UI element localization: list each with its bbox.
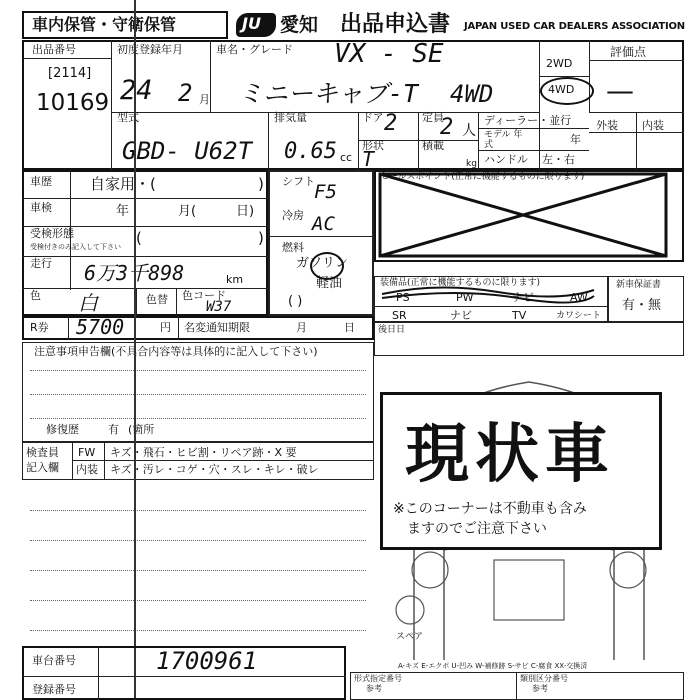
- dealer-handle-options: 左・右: [542, 153, 575, 166]
- equipment-aw: AW: [570, 291, 588, 304]
- equipment-pw: PW: [456, 291, 474, 304]
- dealer-handle: ハンドル: [484, 153, 528, 166]
- recycle-value: 5700: [76, 315, 125, 339]
- mileage-unit: km: [226, 273, 244, 286]
- transfer-day: 日: [344, 321, 355, 334]
- repair-label: 修復歴: [46, 423, 79, 436]
- usage-value: 自家用・(: [90, 175, 156, 193]
- genjo-stamp: [380, 392, 662, 550]
- shift-label: シフト: [282, 175, 315, 188]
- inspector-fw-items: キズ・飛石・ヒビ割・リペア跡・X 要: [110, 446, 297, 459]
- capacity-unit: 人: [462, 123, 476, 139]
- inspection-month: 月(: [178, 204, 197, 219]
- color-value: 白: [78, 291, 98, 315]
- mileage-label: 走行: [30, 257, 52, 270]
- genjo-note: [393, 499, 587, 539]
- equipment-navi: ナビ: [450, 309, 472, 322]
- fuel-paren: ( ): [288, 294, 303, 309]
- repair-value: 有: [108, 423, 119, 436]
- form-title: 出品申込書: [340, 12, 451, 37]
- inspector-label-1: 検査員: [26, 446, 59, 459]
- color-code: W37: [206, 299, 232, 315]
- warranty-label: 新車保証書: [616, 280, 662, 290]
- recycle-unit: 円: [160, 321, 171, 334]
- reception-open: (: [136, 229, 142, 247]
- aircon-label: 冷房: [282, 209, 304, 222]
- brand-name: 愛知: [280, 14, 319, 36]
- drive-option-4wd: 4WD: [548, 83, 575, 96]
- doors-label: ドア: [362, 111, 384, 124]
- warranty-options: 有・無: [622, 298, 662, 313]
- capacity-value: 2: [440, 115, 454, 140]
- usage-close: ): [258, 175, 264, 193]
- capacity-label: 定員: [422, 111, 444, 124]
- storage-label: 車内保管・守衛保管: [32, 15, 177, 34]
- registration-month-unit: 月: [199, 93, 210, 106]
- equipment-label: 装備品(正常に機能するものに限ります): [380, 278, 541, 288]
- transfer-month: 月: [296, 321, 307, 334]
- inspector-fw: FW: [78, 446, 96, 459]
- type-label: 型式: [117, 111, 139, 124]
- model-grade: VX - SE: [334, 39, 444, 69]
- model-drive: 4WD: [450, 80, 494, 108]
- evaluation-exterior: 外装: [596, 119, 618, 132]
- aircon-value: AC: [312, 213, 335, 235]
- selling-point-strike: [378, 172, 668, 258]
- dealer-year-unit: 年: [570, 133, 581, 146]
- scan-line: [134, 0, 136, 700]
- genjo-note-line-1: ※このコーナーは不動車も含み: [393, 501, 587, 517]
- selling-point-label: セールスポイント(正常に機能するものに限ります): [380, 172, 585, 182]
- equipment-ps: PS: [396, 291, 410, 304]
- logo-mark: JU: [242, 14, 261, 33]
- load-unit: kg: [466, 159, 477, 169]
- dealer-parallel: ディーラー・並行: [484, 114, 572, 127]
- evaluation-value: —: [606, 74, 634, 107]
- paint-label: 色替: [146, 293, 168, 306]
- lot-number: 10169: [36, 90, 110, 116]
- model-name-label: 車名・グレード: [216, 43, 293, 56]
- body-shape-value: T: [362, 147, 375, 171]
- evaluation-interior: 内装: [642, 119, 664, 132]
- inspector-interior: 内装: [76, 463, 98, 476]
- reception-note: 受検付きのみ記入して下さい: [30, 243, 121, 251]
- after-date-label: 後日日: [378, 325, 406, 335]
- reception-label: 受検形態: [30, 227, 74, 240]
- transfer-label: 名変通知期限: [184, 321, 250, 334]
- type-value: GBD- U62T: [122, 137, 253, 165]
- mileage-value: 6万3千898: [84, 261, 185, 285]
- footer-class-label: 類別区分番号: [520, 674, 568, 683]
- recycle-label: R券: [30, 321, 49, 334]
- chassis-value: 1700961: [156, 647, 258, 675]
- genjo-title: 現状車: [405, 418, 615, 492]
- equipment-strike: [378, 280, 598, 304]
- chassis-label: 車台番号: [32, 654, 76, 667]
- usage-label: 車歴: [30, 175, 52, 188]
- dealer-model-year: モデル 年式: [484, 130, 523, 150]
- inspection-year: 年: [116, 204, 130, 219]
- registration-year: 24: [120, 75, 153, 106]
- after-date-box: [374, 322, 684, 356]
- equipment-tv: TV: [512, 309, 527, 322]
- inspector-label-2: 記入欄: [26, 461, 59, 474]
- lot-sub-number: [2114]: [48, 66, 92, 81]
- fuel-label: 燃料: [282, 241, 304, 254]
- fuel-gasoline: ガソリン: [296, 256, 349, 271]
- equipment-kawa-seat: カワシート: [556, 311, 602, 321]
- model-name: ミニーキャブ-T: [238, 79, 419, 108]
- reception-close: ): [258, 229, 264, 247]
- evaluation-label: 評価点: [610, 45, 647, 59]
- registration-label: 初度登録年月: [117, 43, 183, 56]
- inspection-label: 車検: [30, 201, 52, 214]
- footer-ref2-label: 参考: [532, 684, 548, 693]
- drive-circle-mark: [540, 77, 594, 105]
- inspector-interior-items: キズ・汚レ・コゲ・穴・スレ・キレ・破レ: [110, 463, 319, 476]
- equipment-sr: SR: [392, 309, 407, 322]
- association-name: JAPAN USED CAR DEALERS ASSOCIATION: [464, 21, 685, 32]
- displacement-label: 排気量: [274, 111, 307, 124]
- inspection-day: 日): [236, 204, 255, 219]
- footer-ref-label: 参考: [366, 684, 382, 693]
- displacement-value: 0.65: [284, 139, 337, 164]
- registration-month: 2: [178, 79, 193, 107]
- shift-value: F5: [314, 181, 337, 203]
- repair-detail: (箇所: [128, 423, 155, 436]
- displacement-unit: cc: [340, 151, 353, 164]
- drive-option-2wd: 2WD: [546, 57, 573, 70]
- spare-label: スペア: [396, 632, 424, 642]
- plate-label: 登録番号: [32, 683, 76, 696]
- doors-value: 2: [384, 111, 398, 136]
- load-label: 積載: [422, 139, 444, 152]
- equipment-navi-top: ナビ: [512, 291, 534, 304]
- fuel-light-oil: 軽油: [316, 276, 343, 291]
- body-shape-label: 形状: [362, 139, 384, 152]
- diagram-legend: A-キズ E-エクボ U-凹み W-補修跡 S-サビ C-腐食 XX-交換済: [398, 662, 588, 670]
- lot-label: 出品番号: [32, 43, 76, 56]
- genjo-note-line-2: ますのでご注意下さい: [407, 521, 547, 537]
- notes-label: 注意事項申告欄(不具合内容等は具体的に記入して下さい): [34, 345, 318, 358]
- color-code-label: 色コード: [182, 289, 226, 302]
- color-label: 色: [30, 289, 41, 302]
- footer-cert-label: 形式指定番号: [354, 674, 402, 683]
